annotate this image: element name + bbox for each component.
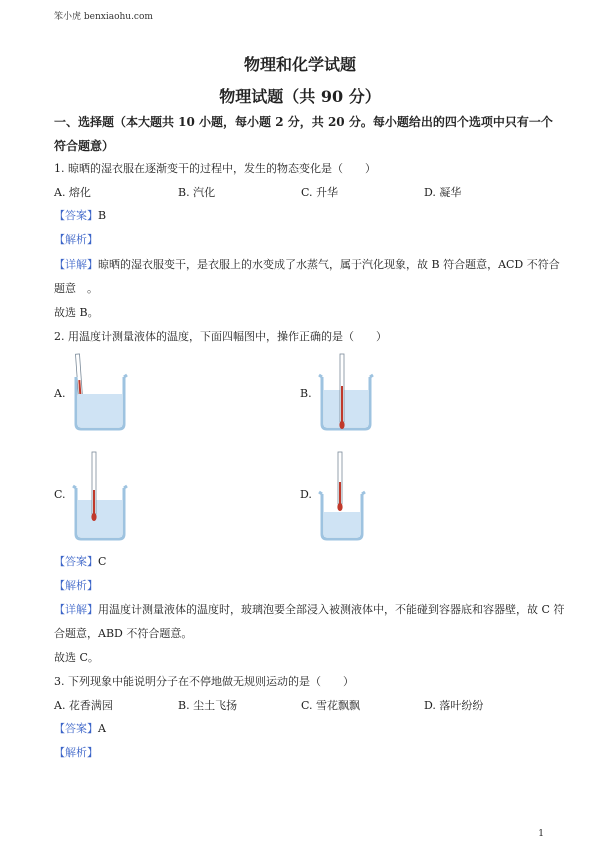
q1-option-c: C. 升华: [301, 186, 339, 199]
answer-tag: 【答案】: [54, 555, 98, 568]
section-heading-line2: 符合题意）: [54, 139, 115, 153]
q1-detail-line2: 题意 。: [54, 282, 98, 295]
q2-choose: 故选 C。: [54, 651, 99, 664]
q3-answer: [54, 722, 106, 736]
thermometer: [339, 354, 344, 429]
q3-option-a: A. 花香满园: [54, 699, 113, 712]
q3-stem: 3. 下列现象中能说明分子在不停地做无规则运动的是（ ）: [54, 675, 354, 688]
answer-tag: 【答案】: [54, 209, 98, 222]
detail-tag: 【详解】: [54, 603, 98, 616]
q2-answer: [54, 555, 106, 569]
answer-tag: 【答案】: [54, 722, 98, 735]
q2-stem: 2. 用温度计测量液体的温度，下面四幅图中，操作正确的是（ ）: [54, 330, 387, 343]
q1-option-b: B. 汽化: [178, 186, 216, 199]
q3-option-d: D. 落叶纷纷: [424, 699, 484, 712]
figure-a-beaker: [70, 350, 130, 432]
q2-analysis-tag: 【解析】: [54, 579, 98, 592]
page-number: 1: [538, 829, 544, 839]
q2-figure-label-d: D.: [300, 488, 312, 501]
q2-figure-label-b: B.: [300, 387, 312, 400]
q1-choose: 故选 B。: [54, 306, 99, 319]
section-heading-line1: 一、选择题（本大题共 10 小题，每小题 2 分，共 20 分。每小题给出的四个选项中只有一个: [54, 115, 553, 129]
q1-detail: [54, 258, 560, 272]
thermometer: [91, 452, 96, 521]
detail-text: 用温度计测量液体的温度时，玻璃泡要全部浸入被测液体中，不能碰到容器底和容器壁，故 C 符: [98, 603, 565, 616]
figure-b-beaker: [316, 350, 376, 432]
answer-value: C: [98, 555, 107, 568]
q2-figure-label-c: C.: [54, 488, 66, 501]
detail-tag: 【详解】: [54, 258, 98, 271]
q3-analysis-tag: 【解析】: [54, 746, 98, 759]
thermometer: [337, 452, 342, 511]
page-subtitle: 物理试题（共 90 分）: [219, 87, 381, 106]
site-header: 笨小虎 benxiaohu.com: [54, 12, 153, 22]
detail-text: 晾晒的湿衣服变干，是衣服上的水变成了水蒸气，属于汽化现象，故 B 符合题意，ACD 不符合: [98, 258, 560, 271]
figure-d-beaker: [316, 450, 376, 542]
figure-c-beaker: [70, 450, 130, 542]
q1-option-d: D. 凝华: [424, 186, 462, 199]
answer-value: A: [98, 722, 106, 735]
q3-option-c: C. 雪花飘飘: [301, 699, 361, 712]
q1-option-a: A. 熔化: [54, 186, 91, 199]
q1-answer: [54, 209, 106, 223]
section-heading: [54, 110, 554, 158]
answer-value: B: [98, 209, 107, 222]
q2-figure-label-a: A.: [54, 387, 66, 400]
q1-analysis-tag: 【解析】: [54, 233, 98, 246]
page-title: 物理和化学试题: [243, 55, 356, 74]
q2-detail: [54, 603, 564, 617]
q1-stem: 1. 晾晒的湿衣服在逐渐变干的过程中，发生的物态变化是（ ）: [54, 162, 376, 175]
q3-option-b: B. 尘土飞扬: [178, 699, 238, 712]
q2-detail-line2: 合题意，ABD 不符合题意。: [54, 627, 193, 640]
